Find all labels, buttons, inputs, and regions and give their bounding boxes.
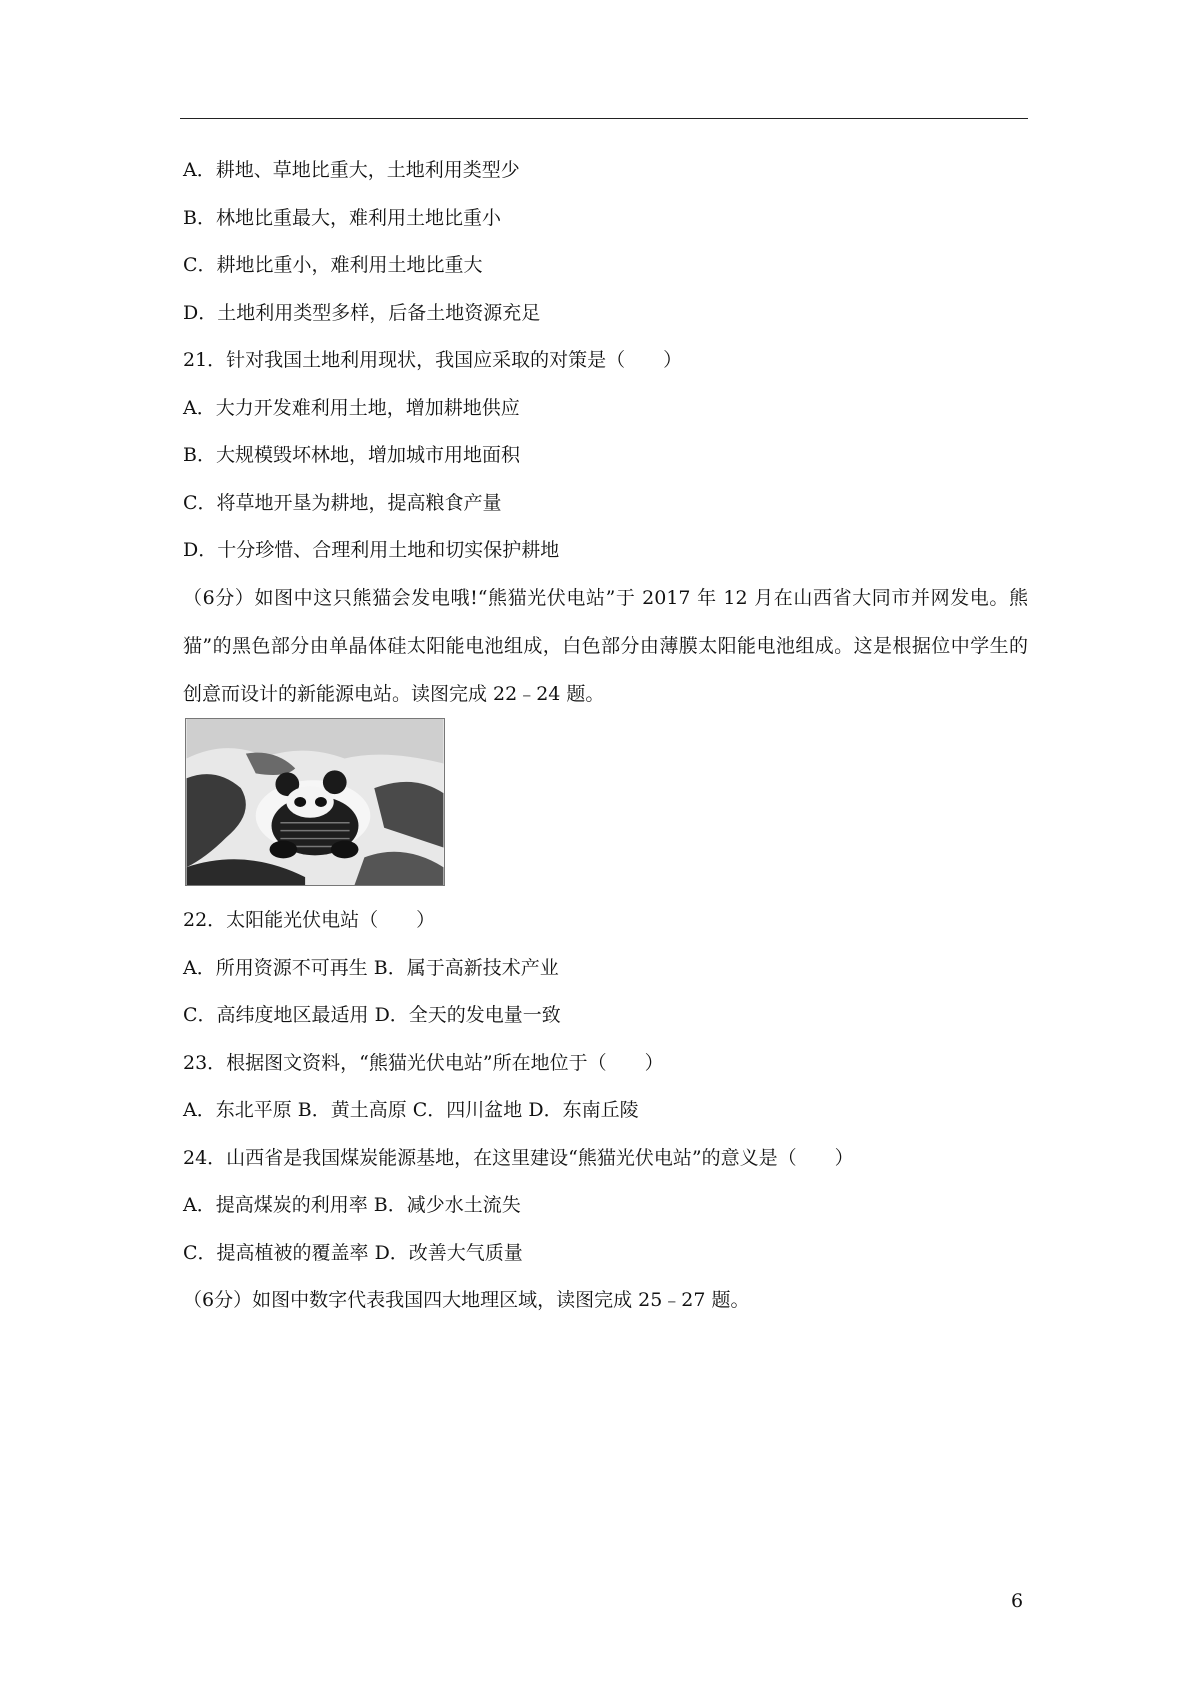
q21-option-b: B．大规模毁坏林地，增加城市用地面积 — [183, 444, 520, 466]
q20-option-b: B．林地比重最大，难利用土地比重小 — [183, 207, 501, 229]
panda-power-station-photo — [185, 718, 445, 886]
q21-option-c: C．将草地开垦为耕地，提高粮食产量 — [183, 492, 502, 514]
q23-options: A．东北平原 B．黄土高原 C．四川盆地 D．东南丘陵 — [183, 1099, 639, 1121]
q24-stem: 24．山西省是我国煤炭能源基地，在这里建设“熊猫光伏电站”的意义是（ ） — [183, 1147, 854, 1169]
header-rule — [180, 118, 1028, 119]
intro-22-24: （6分）如图中这只熊猫会发电哦!“熊猫光伏电站”于 2017 年 12 月在山西省大同市并网发电。熊猫”的黑色部分由单晶体硅太阳能电池组成，白色部分由薄膜太阳能电池组成。这是根据位中学生的创意而设计的新能源电站。读图完成 22﹣24 题。 — [183, 587, 1028, 705]
q22-options-ab: A．所用资源不可再生 B．属于高新技术产业 — [183, 957, 559, 979]
q22-options-cd: C．高纬度地区最适用 D．全天的发电量一致 — [183, 1004, 561, 1026]
q20-option-c: C．耕地比重小，难利用土地比重大 — [183, 254, 483, 276]
q21-option-a: A．大力开发难利用土地，增加耕地供应 — [183, 397, 520, 419]
q21-stem: 21．针对我国土地利用现状，我国应采取的对策是（ ） — [183, 349, 683, 371]
q24-options-ab: A．提高煤炭的利用率 B．减少水土流失 — [183, 1194, 521, 1216]
intro-25-27: （6分）如图中数字代表我国四大地理区域，读图完成 25﹣27 题。 — [183, 1289, 750, 1311]
q20-option-a: A．耕地、草地比重大，土地利用类型少 — [183, 159, 520, 181]
panda-photo-drawing — [186, 719, 444, 885]
q20-option-d: D．土地利用类型多样，后备土地资源充足 — [183, 302, 541, 324]
q22-stem: 22．太阳能光伏电站（ ） — [183, 909, 436, 931]
q24-options-cd: C．提高植被的覆盖率 D．改善大气质量 — [183, 1242, 523, 1264]
page-number: 6 — [1011, 1590, 1024, 1612]
q21-option-d: D．十分珍惜、合理利用土地和切实保护耕地 — [183, 539, 560, 561]
q23-stem: 23．根据图文资料，“熊猫光伏电站”所在地位于（ ） — [183, 1052, 664, 1074]
